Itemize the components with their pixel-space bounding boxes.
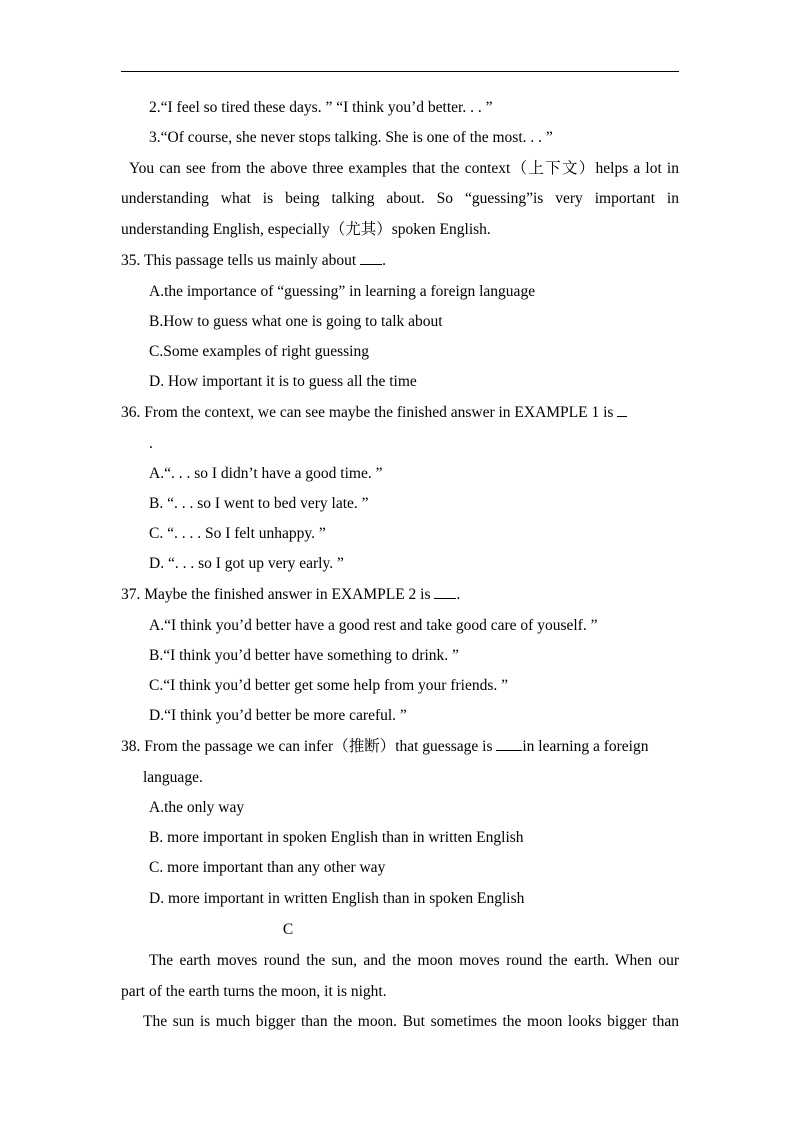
option-35-a: A.the importance of “guessing” in learning a foreign language (149, 283, 536, 300)
paragraph-line: part of the earth turns the moon, it is night. (121, 983, 387, 1000)
question-36-period: . (149, 435, 153, 452)
question-38-stem: 38. From the passage we can infer（推断）that guessage is (121, 738, 493, 755)
question-36 (121, 403, 679, 423)
paragraph-line: understanding what is being talking about. So “guessing”is very important in (121, 190, 679, 207)
option-38-c: C. more important than any other way (149, 859, 386, 876)
option-38-a: A.the only way (149, 799, 245, 816)
question-38-continued: language. (143, 769, 203, 786)
example-3: 3.“Of course, she never stops talking. She is one of the most. . . ” (149, 129, 553, 146)
option-35-d: D. How important it is to guess all the time (149, 373, 417, 390)
question-35-stem: 35. This passage tells us mainly about (121, 252, 357, 269)
header-rule (121, 71, 679, 72)
option-36-c: C. “. . . . So I felt unhappy. ” (149, 525, 326, 542)
option-35-c: C.Some examples of right guessing (149, 343, 369, 360)
option-38-d: D. more important in written English than in spoken English (149, 890, 525, 907)
answer-blank (496, 750, 522, 751)
option-37-d: D.“I think you’d better be more careful. ” (149, 707, 407, 724)
question-38 (121, 737, 679, 757)
paragraph-line: understanding English, especially（尤其）spoken English. (121, 221, 491, 238)
question-37-stem: 37. Maybe the finished answer in EXAMPLE 2 is (121, 586, 431, 603)
option-36-a: A.“. . . so I didn’t have a good time. ” (149, 465, 383, 482)
option-37-a: A.“I think you’d better have a good rest and take good care of youself. ” (149, 617, 598, 634)
option-36-d: D. “. . . so I got up very early. ” (149, 555, 344, 572)
option-37-b: B.“I think you’d better have something to drink. ” (149, 647, 459, 664)
question-38-stem-rest: in learning a foreign (522, 738, 649, 755)
example-2: 2.“I feel so tired these days. ” “I think you’d better. . . ” (149, 99, 493, 116)
paragraph-line: You can see from the above three examples that the context（上下文）helps a lot in (129, 160, 679, 177)
option-38-b: B. more important in spoken English than in written English (149, 829, 524, 846)
question-37 (121, 585, 679, 605)
question-35-period: . (382, 252, 386, 269)
paragraph-line: The sun is much bigger than the moon. But sometimes the moon looks bigger than (143, 1013, 679, 1030)
question-37-period: . (456, 586, 461, 603)
question-36-stem: 36. From the context, we can see maybe the finished answer in EXAMPLE 1 is (121, 404, 614, 421)
paragraph-line: The earth moves round the sun, and the moon moves round the earth. When our (149, 952, 679, 969)
answer-blank (360, 264, 382, 265)
question-35 (121, 251, 679, 271)
option-35-b: B.How to guess what one is going to talk about (149, 313, 443, 330)
answer-blank (434, 598, 456, 599)
option-37-c: C.“I think you’d better get some help from your friends. ” (149, 677, 508, 694)
section-heading-c: C (282, 921, 294, 938)
option-36-b: B. “. . . so I went to bed very late. ” (149, 495, 369, 512)
answer-blank (617, 416, 627, 417)
